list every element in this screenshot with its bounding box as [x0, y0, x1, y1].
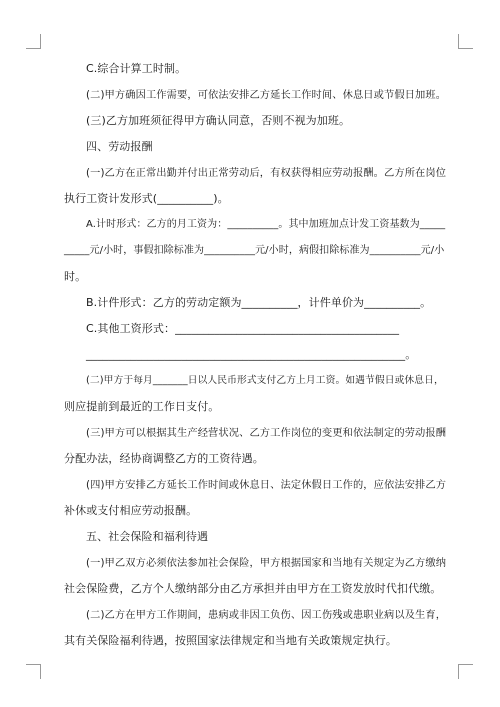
- paragraph-line: (四)甲方安排乙方延长工作时间或休息日、法定休假日工作的，应依法安排乙方: [86, 479, 447, 491]
- paragraph-line: 分配办法，经协商调整乙方的工资待遇。: [64, 452, 264, 465]
- paragraph-line: 补休或支付相应劳动报酬。: [64, 504, 198, 517]
- paragraph-line: _____元/小时，事假扣除标准为__________元/小时，病假扣除标准为__________元/小: [64, 245, 445, 256]
- paragraph-line: (一)甲乙双方必须依法参加社会保险，甲方根据国家和当地有关规定为乙方缴纳: [86, 557, 447, 569]
- paragraph-line: (二)甲方于每月_______日以人民币形式支付乙方上月工资。如遇节假日或休息日，: [86, 375, 444, 386]
- paragraph-line: (三)乙方加班须征得甲方确认同意，否则不视为加班。: [86, 114, 351, 127]
- paragraph-line: _________________________________________________________。: [86, 348, 417, 361]
- crop-mark-bottom-left: [26, 664, 41, 679]
- paragraph-line: (二)甲方确因工作需要，可依法安排乙方延长工作时间、休息日或节假日加班。: [86, 89, 447, 101]
- paragraph-line: C.综合计算工时制。: [86, 62, 187, 75]
- paragraph-line: C.其他工资形式：________________________________________: [86, 322, 400, 335]
- paragraph-line: 其有关保险福利待遇，按照国家法律规定和当地有关政策规定执行。: [64, 634, 397, 647]
- section-heading: 五、社会保险和福利待遇: [86, 530, 209, 543]
- paragraph-line: (三)甲方可以根据其生产经营状况、乙方工作岗位的变更和依法制定的劳动报酬: [86, 427, 447, 439]
- paragraph-line: A.计时形式：乙方的月工资为：__________。其中加班加点计发工资基数为_____: [86, 219, 446, 230]
- paragraph-line: (一)乙方在正常出勤并付出正常劳动后，有权获得相应劳动报酬。乙方所在岗位: [86, 167, 447, 179]
- crop-mark-bottom-right: [458, 664, 473, 679]
- section-heading: 四、劳动报酬: [86, 140, 153, 153]
- paragraph-line: B.计件形式：乙方的劳动定额为__________，计件单价为__________。: [86, 296, 432, 309]
- paragraph-line: (二)乙方在甲方工作期间，患病或非因工负伤、因工伤残或患职业病以及生育，: [86, 609, 447, 621]
- paragraph-line: 执行工资计发形式(__________)。: [64, 192, 229, 205]
- crop-mark-top-right: [458, 34, 473, 49]
- paragraph-line: 则应提前到最近的工作日支付。: [64, 400, 220, 413]
- crop-mark-top-left: [26, 34, 41, 49]
- document-body: [64, 62, 448, 660]
- paragraph-line: 社会保险费，乙方个人缴纳部分由乙方承担并由甲方在工资发放时代扣代缴。: [64, 582, 442, 595]
- paragraph-line: 时。: [64, 270, 87, 283]
